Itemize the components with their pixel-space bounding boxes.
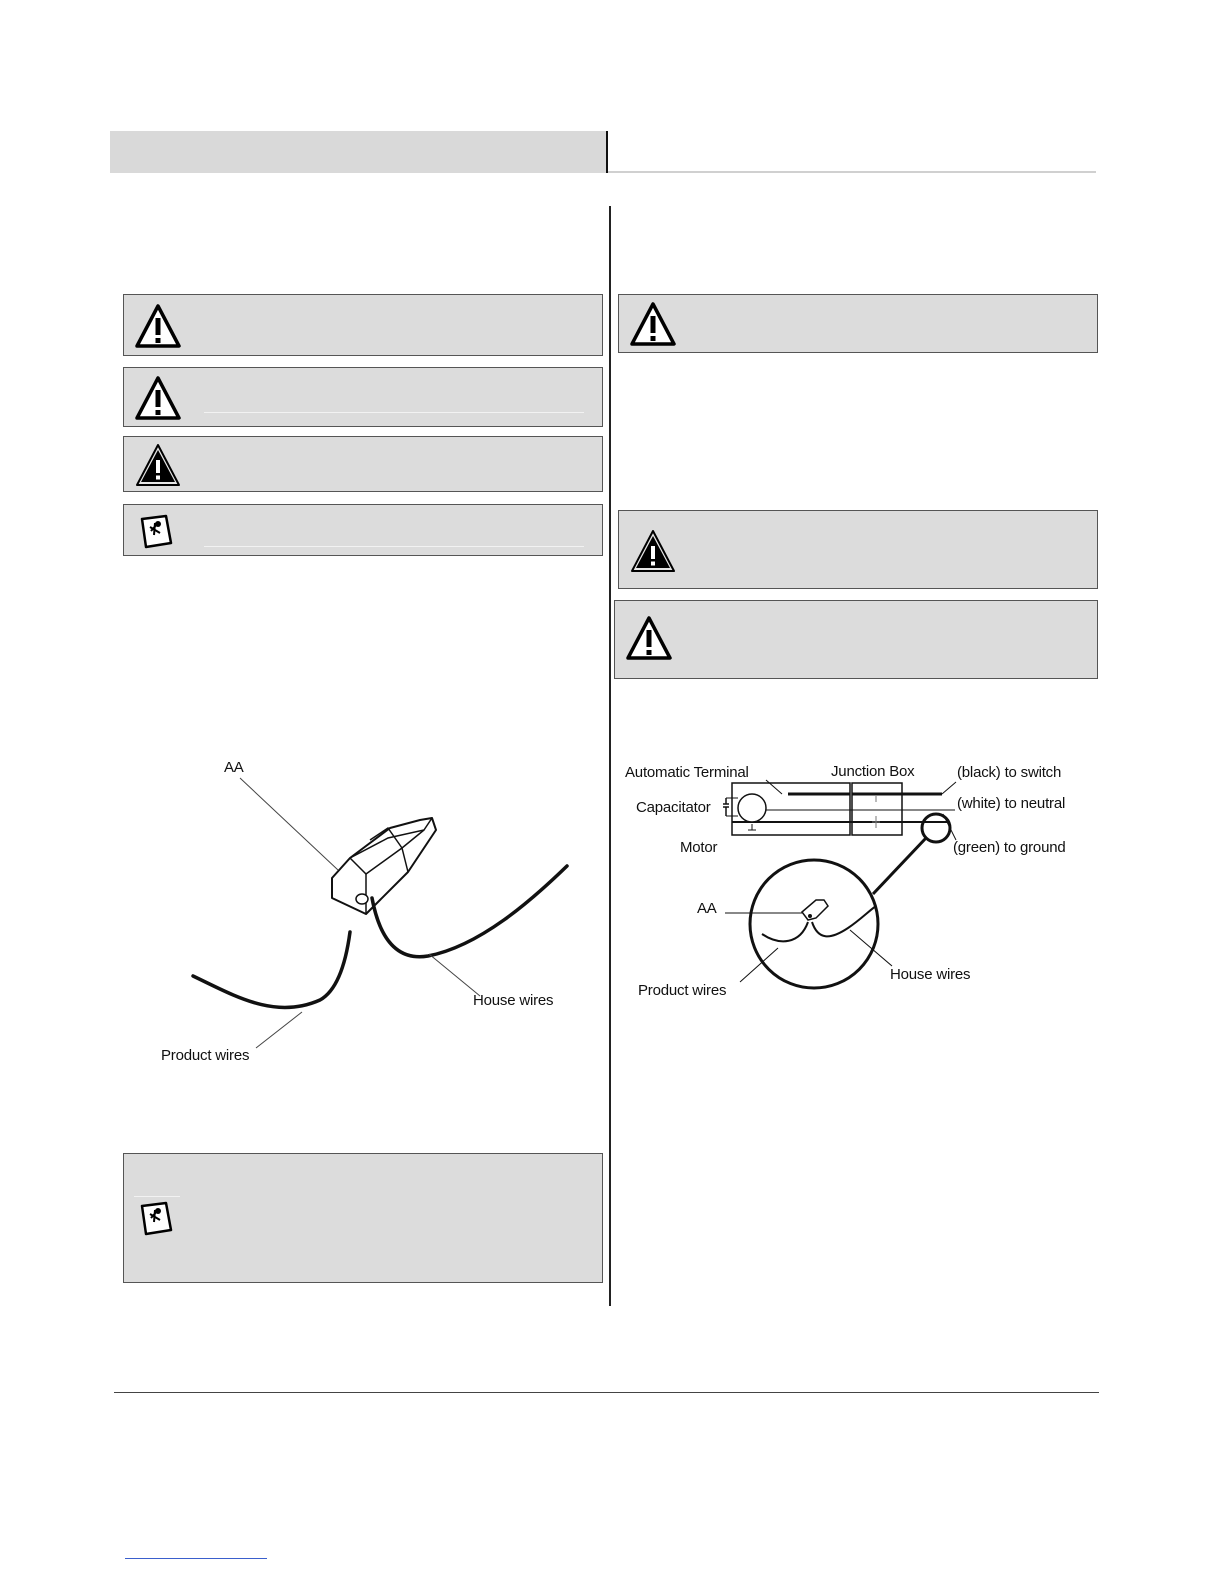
warning-triangle-icon	[134, 375, 182, 421]
house-wires-label: House wires	[473, 992, 554, 1009]
black-wire-label: (black) to switch	[957, 764, 1062, 781]
note-pad-icon	[136, 513, 176, 551]
warning-box-3	[123, 436, 603, 492]
column-divider	[609, 206, 611, 1306]
warning-triangle-icon	[629, 528, 677, 574]
product-wires-label-right: Product wires	[638, 982, 727, 999]
wire-connector-icon	[332, 818, 436, 914]
automatic-terminal-label: Automatic Terminal	[625, 764, 749, 781]
junction-box-label: Junction Box	[831, 763, 915, 780]
warning-triangle-icon	[625, 615, 673, 661]
footer-link-underline[interactable]	[125, 1558, 267, 1559]
capacitator-label: Capacitator	[636, 799, 711, 816]
warning-box-right-3	[614, 600, 1098, 679]
section-header-bar	[110, 131, 607, 173]
warning-box-right-1	[618, 294, 1098, 353]
warning-box-1	[123, 294, 603, 356]
warning-box-2	[123, 367, 603, 427]
warning-box-right-2	[618, 510, 1098, 589]
note-box-1	[123, 504, 603, 556]
white-wire-label: (white) to neutral	[957, 795, 1066, 812]
note-pad-icon	[136, 1200, 176, 1238]
header-divider	[606, 131, 608, 173]
motor-label: Motor	[680, 839, 718, 856]
house-wires-label-right: House wires	[890, 966, 971, 983]
warning-triangle-icon	[134, 442, 182, 488]
note-box-2	[123, 1153, 603, 1283]
wire-connector-figure	[140, 740, 600, 1080]
green-wire-label: (green) to ground	[953, 839, 1066, 856]
connector-label-right: AA	[697, 900, 717, 917]
header-rule	[608, 171, 1096, 173]
footer-rule	[114, 1392, 1099, 1393]
connector-label: AA	[224, 759, 244, 776]
product-wires-label: Product wires	[161, 1047, 250, 1064]
warning-triangle-icon	[134, 303, 182, 349]
warning-triangle-icon	[629, 301, 677, 347]
